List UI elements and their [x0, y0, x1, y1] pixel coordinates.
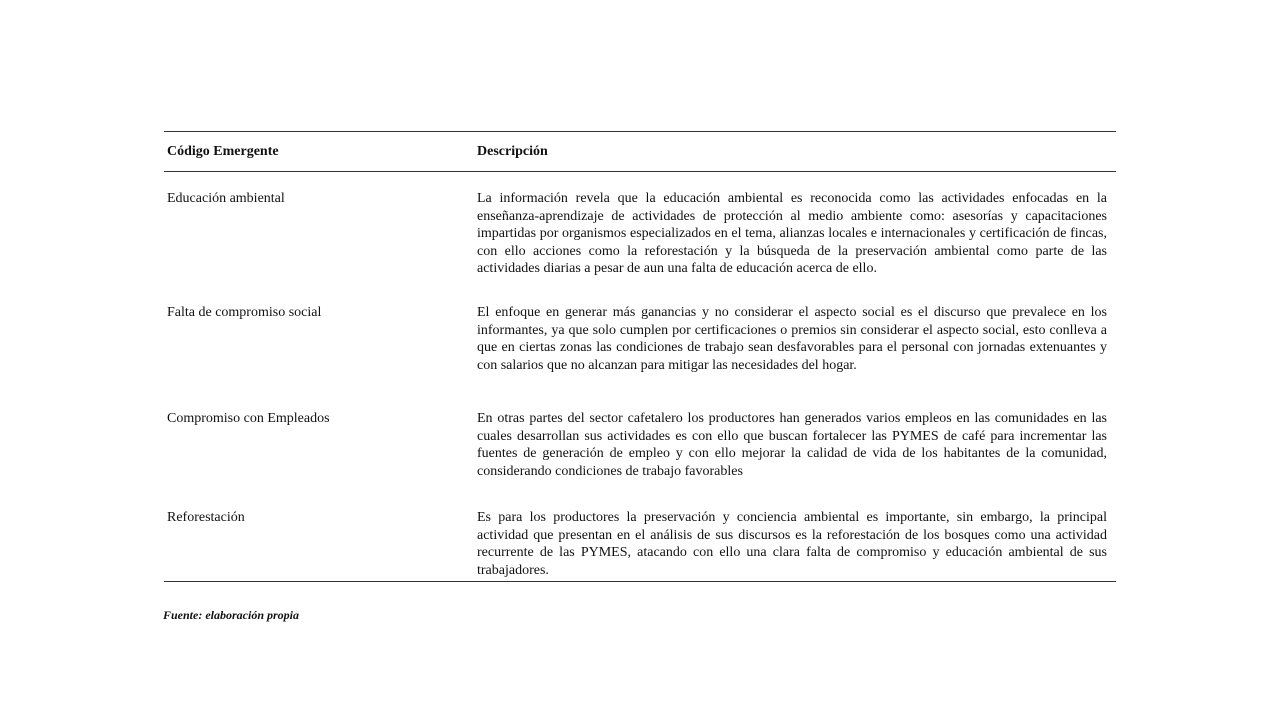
row-code: Reforestación — [167, 510, 245, 525]
row-code: Compromiso con Empleados — [167, 411, 330, 426]
row-code: Falta de compromiso social — [167, 305, 322, 320]
table-row — [164, 410, 1116, 509]
table-row — [164, 172, 1116, 304]
source-note: Fuente: elaboración propia — [163, 608, 300, 622]
table-bottom-rule — [164, 581, 1116, 582]
header-code: Código Emergente — [167, 143, 279, 159]
row-description: En otras partes del sector cafetalero los productores han generados varios empleos en las comunidades en las cuales desarrollan sus actividades es con ello que buscan fortalecer las PYMES de café para incrementar las fuentes de generación de empleo y con ello mejorar la calidad de vida de los habitantes de la comunidad, considerando condiciones de trabajo favorables — [477, 411, 1107, 479]
row-description: El enfoque en generar más ganancias y no considerar el aspecto social es el discurso que prevalece en los informantes, ya que solo cumplen por certificaciones o premios sin considerar el aspecto social, esto conlleva a que en ciertas zonas las condiciones de trabajo sean desfavorables para el personal con jornadas extenuantes y con salarios que no alcanzan para mitigar las necesidades del hogar. — [477, 305, 1107, 373]
table-row — [164, 509, 1116, 581]
row-description: Es para los productores la preservación y conciencia ambiental es importante, sin embargo, la principal actividad que presentan en el análisis de sus discursos es la reforestación de los bosques como una actividad recurrente de las PYMES, atacando con ello una clara falta de compromiso y educación ambiental de sus trabajadores. — [477, 510, 1107, 578]
table-row — [164, 304, 1116, 410]
row-code: Educación ambiental — [167, 191, 285, 206]
header-description: Descripción — [477, 143, 548, 159]
codes-table — [164, 131, 1116, 582]
row-description: La información revela que la educación ambiental es reconocida como las actividades enfocadas en la enseñanza-aprendizaje de actividades de protección al medio ambiente como: asesorías y capacitaciones impartidas por organismos especializados en el tema, alianzas locales e internacionales y certificación de fincas, con ello acciones como la reforestación y la búsqueda de la preservación ambiental como parte de las actividades diarias a pesar de aun una falta de educación acerca de ello. — [477, 191, 1107, 276]
table-header-row — [164, 132, 1116, 171]
